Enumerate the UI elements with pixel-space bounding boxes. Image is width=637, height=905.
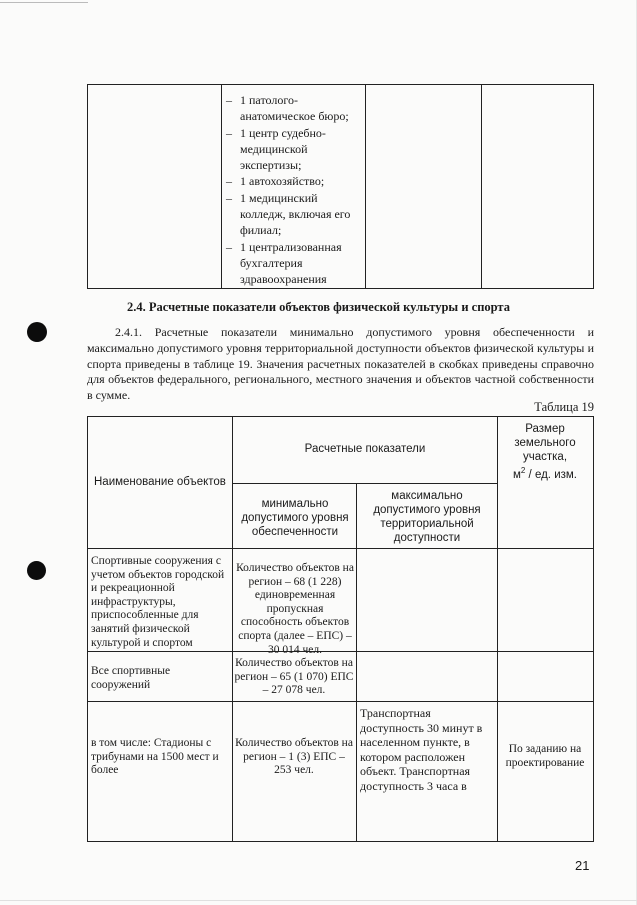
scan-edge-line	[0, 2, 88, 3]
header-indicators: Расчетные показатели	[304, 443, 426, 455]
row-1-min: Количество объектов на регион – 68 (1 228) единовременная пропускная способность объектов спорта (далее – ЕПС) – 30 014 чел.	[236, 562, 354, 656]
list-item: – 1 медицинский колледж, включая его филиал;	[226, 190, 351, 238]
table-divider	[481, 85, 482, 288]
header-area: Размер земельного участка, $м^2$ / ед. изм.	[513, 423, 577, 481]
table-divider	[497, 417, 498, 841]
row-2-min: Количество объектов на регион – 65 (1 070) ЕПС – 27 078 чел.	[234, 657, 354, 697]
scan-edge-bottom	[0, 900, 637, 901]
row-3-name: в том числе: Стадионы с трибунами на 1500 мест и более	[91, 737, 219, 777]
facility-list	[226, 92, 366, 288]
header-min: минимально допустимого уровня обеспеченности	[241, 498, 349, 538]
list-item: – 1 патолого-анатомическое бюро;	[226, 93, 349, 124]
row-2-name: Все спортивные сооружений	[91, 665, 171, 691]
punch-hole-bottom	[27, 561, 46, 580]
list-item: – 1 центр судебно-медицинской экспертизы;	[226, 125, 326, 173]
table-caption: Таблица 19	[534, 400, 594, 414]
list-item: – 1 автохозяйство;	[226, 174, 325, 189]
table-divider	[232, 483, 497, 484]
row-3-min: Количество объектов на регион – 1 (3) ЕПС – 253 чел.	[235, 737, 353, 777]
table-divider	[221, 85, 222, 288]
header-max: максимально допустимого уровня территориальной доступности	[373, 490, 481, 544]
row-1-name: Спортивные сооружения с учетом объектов городской и рекреационной инфраструктуры, приспособленные для занятий физической культурой и спортом	[91, 555, 225, 649]
list-item: – 1 централизованная бухгалтерия здравоохранения	[226, 239, 342, 287]
page-number: 21	[575, 858, 590, 873]
section-heading: 2.4. Расчетные показатели объектов физической культуры и спорта	[127, 300, 510, 314]
table-divider	[88, 548, 593, 549]
table-divider	[232, 417, 233, 841]
row-3-max: Транспортная доступность 30 минут в населенном пункте, в котором расположен объект. Транспортная доступность 3 часа в	[360, 706, 483, 793]
row-3-area: По заданию на проектирование	[505, 743, 585, 769]
table-divider	[356, 483, 357, 841]
table-divider	[88, 701, 593, 702]
section-paragraph: 2.4.1. Расчетные показатели минимально допустимого уровня обеспеченности и максимально допустимого уровня территориальной доступности объектов физической культуры и спорта приведены в таблице 19. Значения расчетных показателей в скобках приведены справочно для объектов федерального, регионального, местного значения и объектов частной собственности в сумме.	[87, 325, 594, 403]
punch-hole-top	[27, 322, 47, 342]
indicators-table	[87, 416, 594, 842]
header-name: Наименование объектов	[94, 476, 226, 488]
continuation-table	[87, 84, 594, 289]
